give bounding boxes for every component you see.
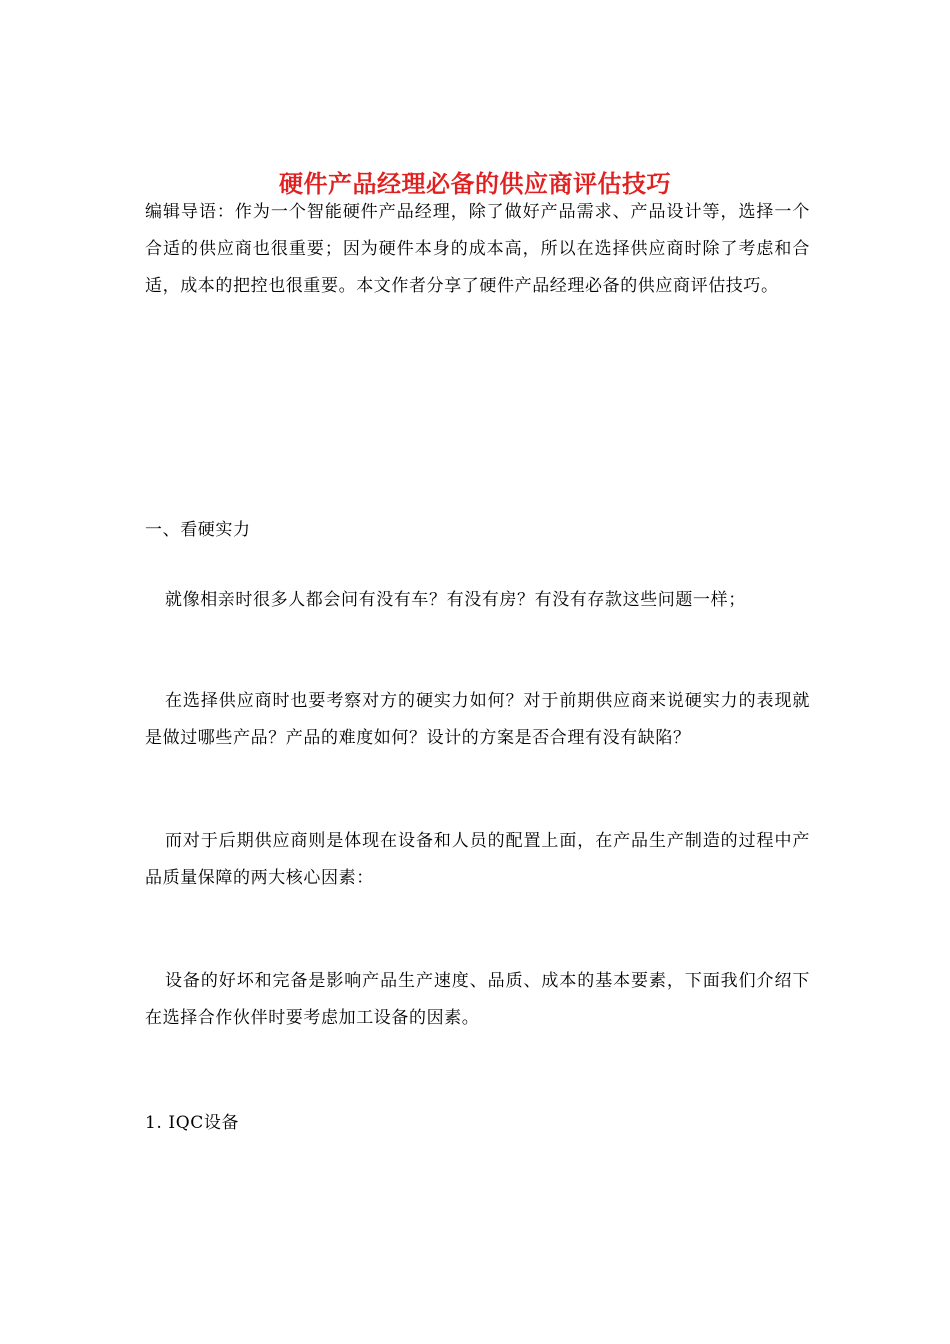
editor-intro: 编辑导语：作为一个智能硬件产品经理，除了做好产品需求、产品设计等，选择一个合适的供应商也很重要；因为硬件本身的成本高，所以在选择供应商时除了考虑和合适，成本的把控也很重要。本文作者分享了硬件产品经理必备的供应商评估技巧。	[145, 202, 810, 296]
document-title: 硬件产品经理必备的供应商评估技巧	[279, 169, 671, 199]
section-heading: 一、看硬实力	[145, 520, 251, 540]
body-paragraph-2: 在选择供应商时也要考察对方的硬实力如何？对于前期供应商来说硬实力的表现就是做过哪些产品？产品的难度如何？设计的方案是否合理有没有缺陷？	[145, 691, 810, 748]
body-paragraph-3: 而对于后期供应商则是体现在设备和人员的配置上面，在产品生产制造的过程中产品质量保障的两大核心因素：	[145, 831, 810, 888]
body-paragraph-4: 设备的好坏和完备是影响产品生产速度、品质、成本的基本要素，下面我们介绍下在选择合作伙伴时要考虑加工设备的因素。	[145, 971, 810, 1028]
subsection-heading: 1. IQC设备	[145, 1113, 240, 1133]
body-paragraph-1: 就像相亲时很多人都会问有没有车？有没有房？有没有存款这些问题一样；	[165, 590, 746, 610]
